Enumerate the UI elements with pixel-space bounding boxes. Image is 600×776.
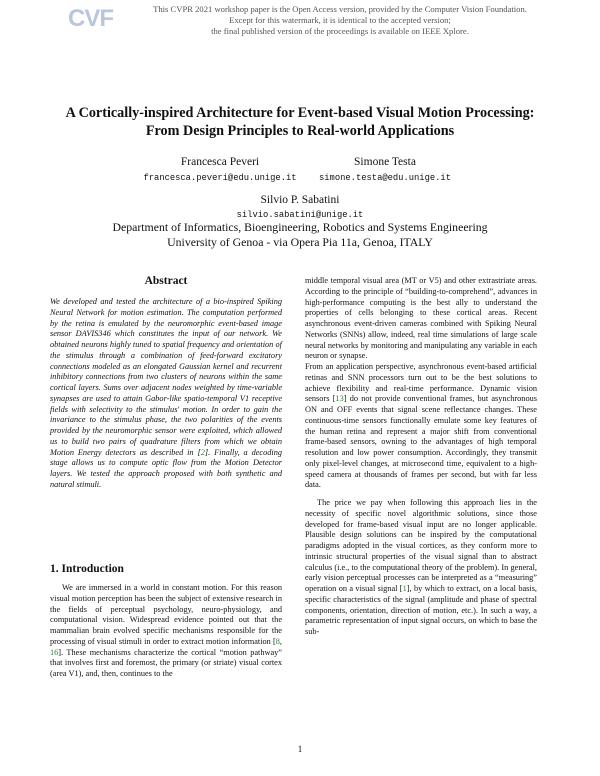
paragraph-text: ] do not provide conventional frames, but asynchronous ON and OFF events that signal scene reflectance changes. These continuous-time sensors functionally emulate some key features of the human retina and represent a major shift from conventional frame-based sensors, owning to the advantages of high temporal resolution and low power consumption. Accordingly, they transmit only pixel-level changes, at microsecond time, equivalent to a high-speed camera at thousands of frames per second, but with far less data.: [305, 394, 537, 490]
open-access-notice: [140, 4, 540, 37]
abstract-text: We developed and tested the architecture of a bio-inspired Spiking Neural Network for motion estimation. The computation performed by the retina is emulated by the neuromorphic event-based image sensor DAVIS346 which constitutes the input of our network. We obtained neurons highly tuned to spatial frequency and orientation of the stimulus through a combination of feed-forward excitatory connections modeled as an elongated Gaussian kernel and recurrent inhibitory connections from two clusters of neurons within the same cortical layers. Sums over adjacent nodes weighted by time-variable synapses are used to attain Gabor-like spatio-temporal V1 receptive fields with selectivity to the stimulus' motion. In order to gain the invariance to the stimulus phase, the two polarities of the events provided by the neuromorphic sensor were exploited, which allowed us to build two pairs of quadrature filters from which we obtain Motion Energy detectors as described in [: [50, 297, 282, 457]
abstract-heading: Abstract: [144, 275, 188, 287]
author-name: Silvio P. Sabatini: [260, 194, 340, 206]
paper-title: [40, 104, 560, 140]
title-line: From Design Principles to Real-world Applications: [145, 123, 455, 139]
citation-link[interactable]: 2: [200, 447, 205, 457]
abstract-text: ]. Finally, a decoding stage allows us to compute optic flow from the Motion Detector layers. We tested the approach proposed with both synthetic and natural stimuli.: [50, 447, 282, 489]
author-email: simone.testa@edu.unige.it: [319, 173, 451, 183]
cvf-logo: CVF: [68, 5, 113, 32]
paragraph: [305, 362, 537, 491]
intro-text: We are immersed in a world in constant motion. For this reason visual motion perception has been the subject of extensive research in the fields of perceptual psychology, neuro-physiology, and computational vision. Widespread evidence pointed out that the mammalian brain evolved specific mechanisms responsible for the processing of visual stimuli in order to extract motion information [: [50, 583, 282, 646]
citation-link[interactable]: 16: [50, 647, 59, 657]
notice-line: the final published version of the proceedings is available on IEEE Xplore.: [211, 26, 469, 36]
intro-heading: 1. Introduction: [50, 563, 124, 575]
notice-line: This CVPR 2021 workshop paper is the Open Access version, provided by the Computer Vision Foundation.: [153, 4, 527, 14]
notice-line: Except for this watermark, it is identical to the accepted version;: [229, 15, 451, 25]
paragraph: [305, 498, 537, 638]
citation-link[interactable]: 8: [275, 636, 280, 646]
abstract-body: [50, 297, 282, 491]
right-column-body: [305, 276, 537, 638]
paragraph-text: ], by which to extract, on a local basis, specific characteristics of the signal (amplitude and phase of spectral components, orientation, direction of motion, etc.). In such a way, a parametric representation of input signal occurs, on which to base the sub-: [305, 584, 537, 636]
author-name: Simone Testa: [354, 156, 416, 168]
paragraph: middle temporal visual area (MT or V5) and other extrastriate areas. According to the principle of “building-to-comprehend”, advances in high-performance computing is the best ally to understand the properties of cells belonging to these cortical areas. Recent asynchronous event-driven cameras combined with Spiking Neural Networks (SNNs) allow, indeed, real time simulations of large scale neural networks by monitoring and manipulating any variable in each neuron or synapse.: [305, 276, 537, 361]
citation-link[interactable]: 13: [335, 394, 344, 404]
affiliation: [40, 220, 560, 250]
paragraph-text: The price we pay when following this approach lies in the necessity of specific novel algorithmic solutions, since those developed for frame-based visual input are no longer applicable. Plausible design solutions can be inspired by the computational paradigms adopted in the visual cortices, as they conform more to intrinsic structural properties of the visual signal than to abstract calculus (i.e., to the computational theory of the problem). In general, early vision perceptual processes can be interpreted as a “measuring” operation on a visual signal [: [305, 498, 537, 593]
author-name: Francesca Peveri: [180, 156, 260, 168]
citation-link[interactable]: 1: [402, 584, 407, 593]
author-email: silvio.sabatini@unige.it: [236, 210, 364, 220]
page-number: 1: [297, 744, 303, 754]
citation-separator: ,: [279, 636, 282, 646]
intro-body: [50, 583, 282, 680]
paragraph-text: From an application perspective, asynchronous event-based artificial retinas and SNN processors turn out to be the best solutions to achieve flexibility and real-time performance. Dynamic vision sensors [: [305, 362, 537, 404]
affiliation-line: University of Genoa - via Opera Pia 11a, Genoa, ITALY: [167, 235, 433, 249]
intro-text: ]. These mechanisms characterize the cortical “motion pathway” that involves first and foremost, the primary (or striate) visual cortex (area V1), and, then, continues to the: [50, 647, 282, 678]
affiliation-line: Department of Informatics, Bioengineering, Robotics and Systems Engineering: [112, 220, 488, 234]
author-email: francesca.peveri@edu.unige.it: [143, 173, 297, 183]
title-line: A Cortically-inspired Architecture for Event-based Visual Motion Processing:: [65, 105, 535, 121]
